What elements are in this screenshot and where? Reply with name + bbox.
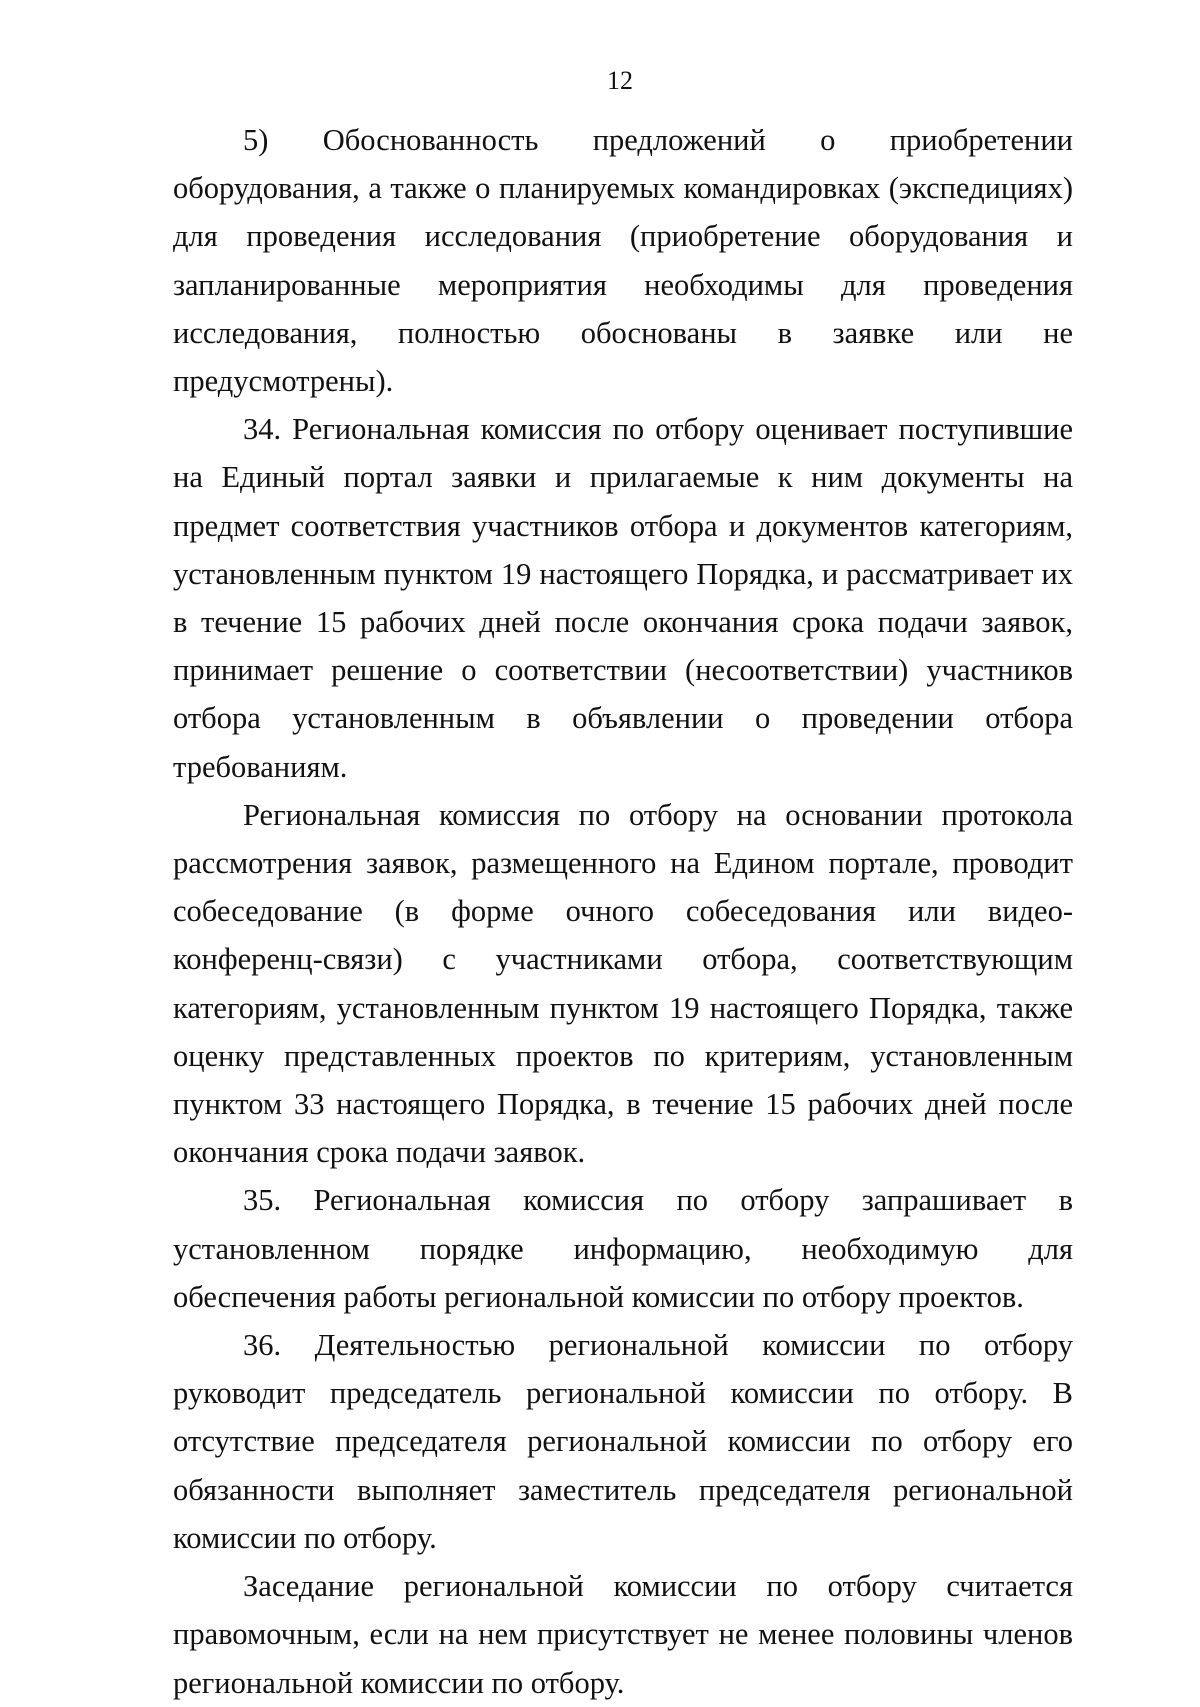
paragraph-clause-36: 36. Деятельностью региональной комиссии по отбору руководит председатель региональной комиссии по отбору. В отсутствие председателя региональной комиссии по отбору его обязанности выполняет заместитель председателя региональной комиссии по отбору. — [173, 1328, 1073, 1555]
paragraph-quorum: Заседание региональной комиссии по отбору считается правомочным, если на нем присутствует не менее половины членов региональной комиссии по отбору. — [173, 1569, 1073, 1700]
paragraph-clause-35: 35. Региональная комиссия по отбору запрашивает в установленном порядке информацию, необходимую для обеспечения работы региональной комиссии по отбору проектов. — [173, 1183, 1073, 1314]
page-number: 12 — [607, 66, 633, 95]
document-body — [173, 116, 1073, 1707]
paragraph-clause-34: 34. Региональная комиссия по отбору оценивает поступившие на Единый портал заявки и прилагаемые к ним документы на предмет соответствия участников отбора и документов категориям, установленным пунктом 19 настоящего Порядка, и рассматривает их в течение 15 рабочих дней после окончания срока подачи заявок, принимает решение о соответствии (несоответствии) участников отбора установленным в объявлении о проведении отбора требованиям. — [173, 412, 1073, 784]
paragraph-item-5-justification: 5) Обоснованность предложений о приобретении оборудования, а также о планируемых командировках (экспедициях) для проведения исследования (приобретение оборудования и запланированные мероприятия необходимы для проведения исследования, полностью обоснованы в заявке или не предусмотрены). — [173, 123, 1073, 399]
paragraph-interview: Региональная комиссия по отбору на основании протокола рассмотрения заявок, размещенного на Едином портале, проводит собеседование (в форме очного собеседования или видео-конференц-связи) с участниками отбора, соответствующим категориям, установленным пунктом 19 настоящего Порядка, также оценку представленных проектов по критериям, установленным пунктом 33 настоящего Порядка, в течение 15 рабочих дней после окончания срока подачи заявок. — [173, 797, 1073, 1170]
